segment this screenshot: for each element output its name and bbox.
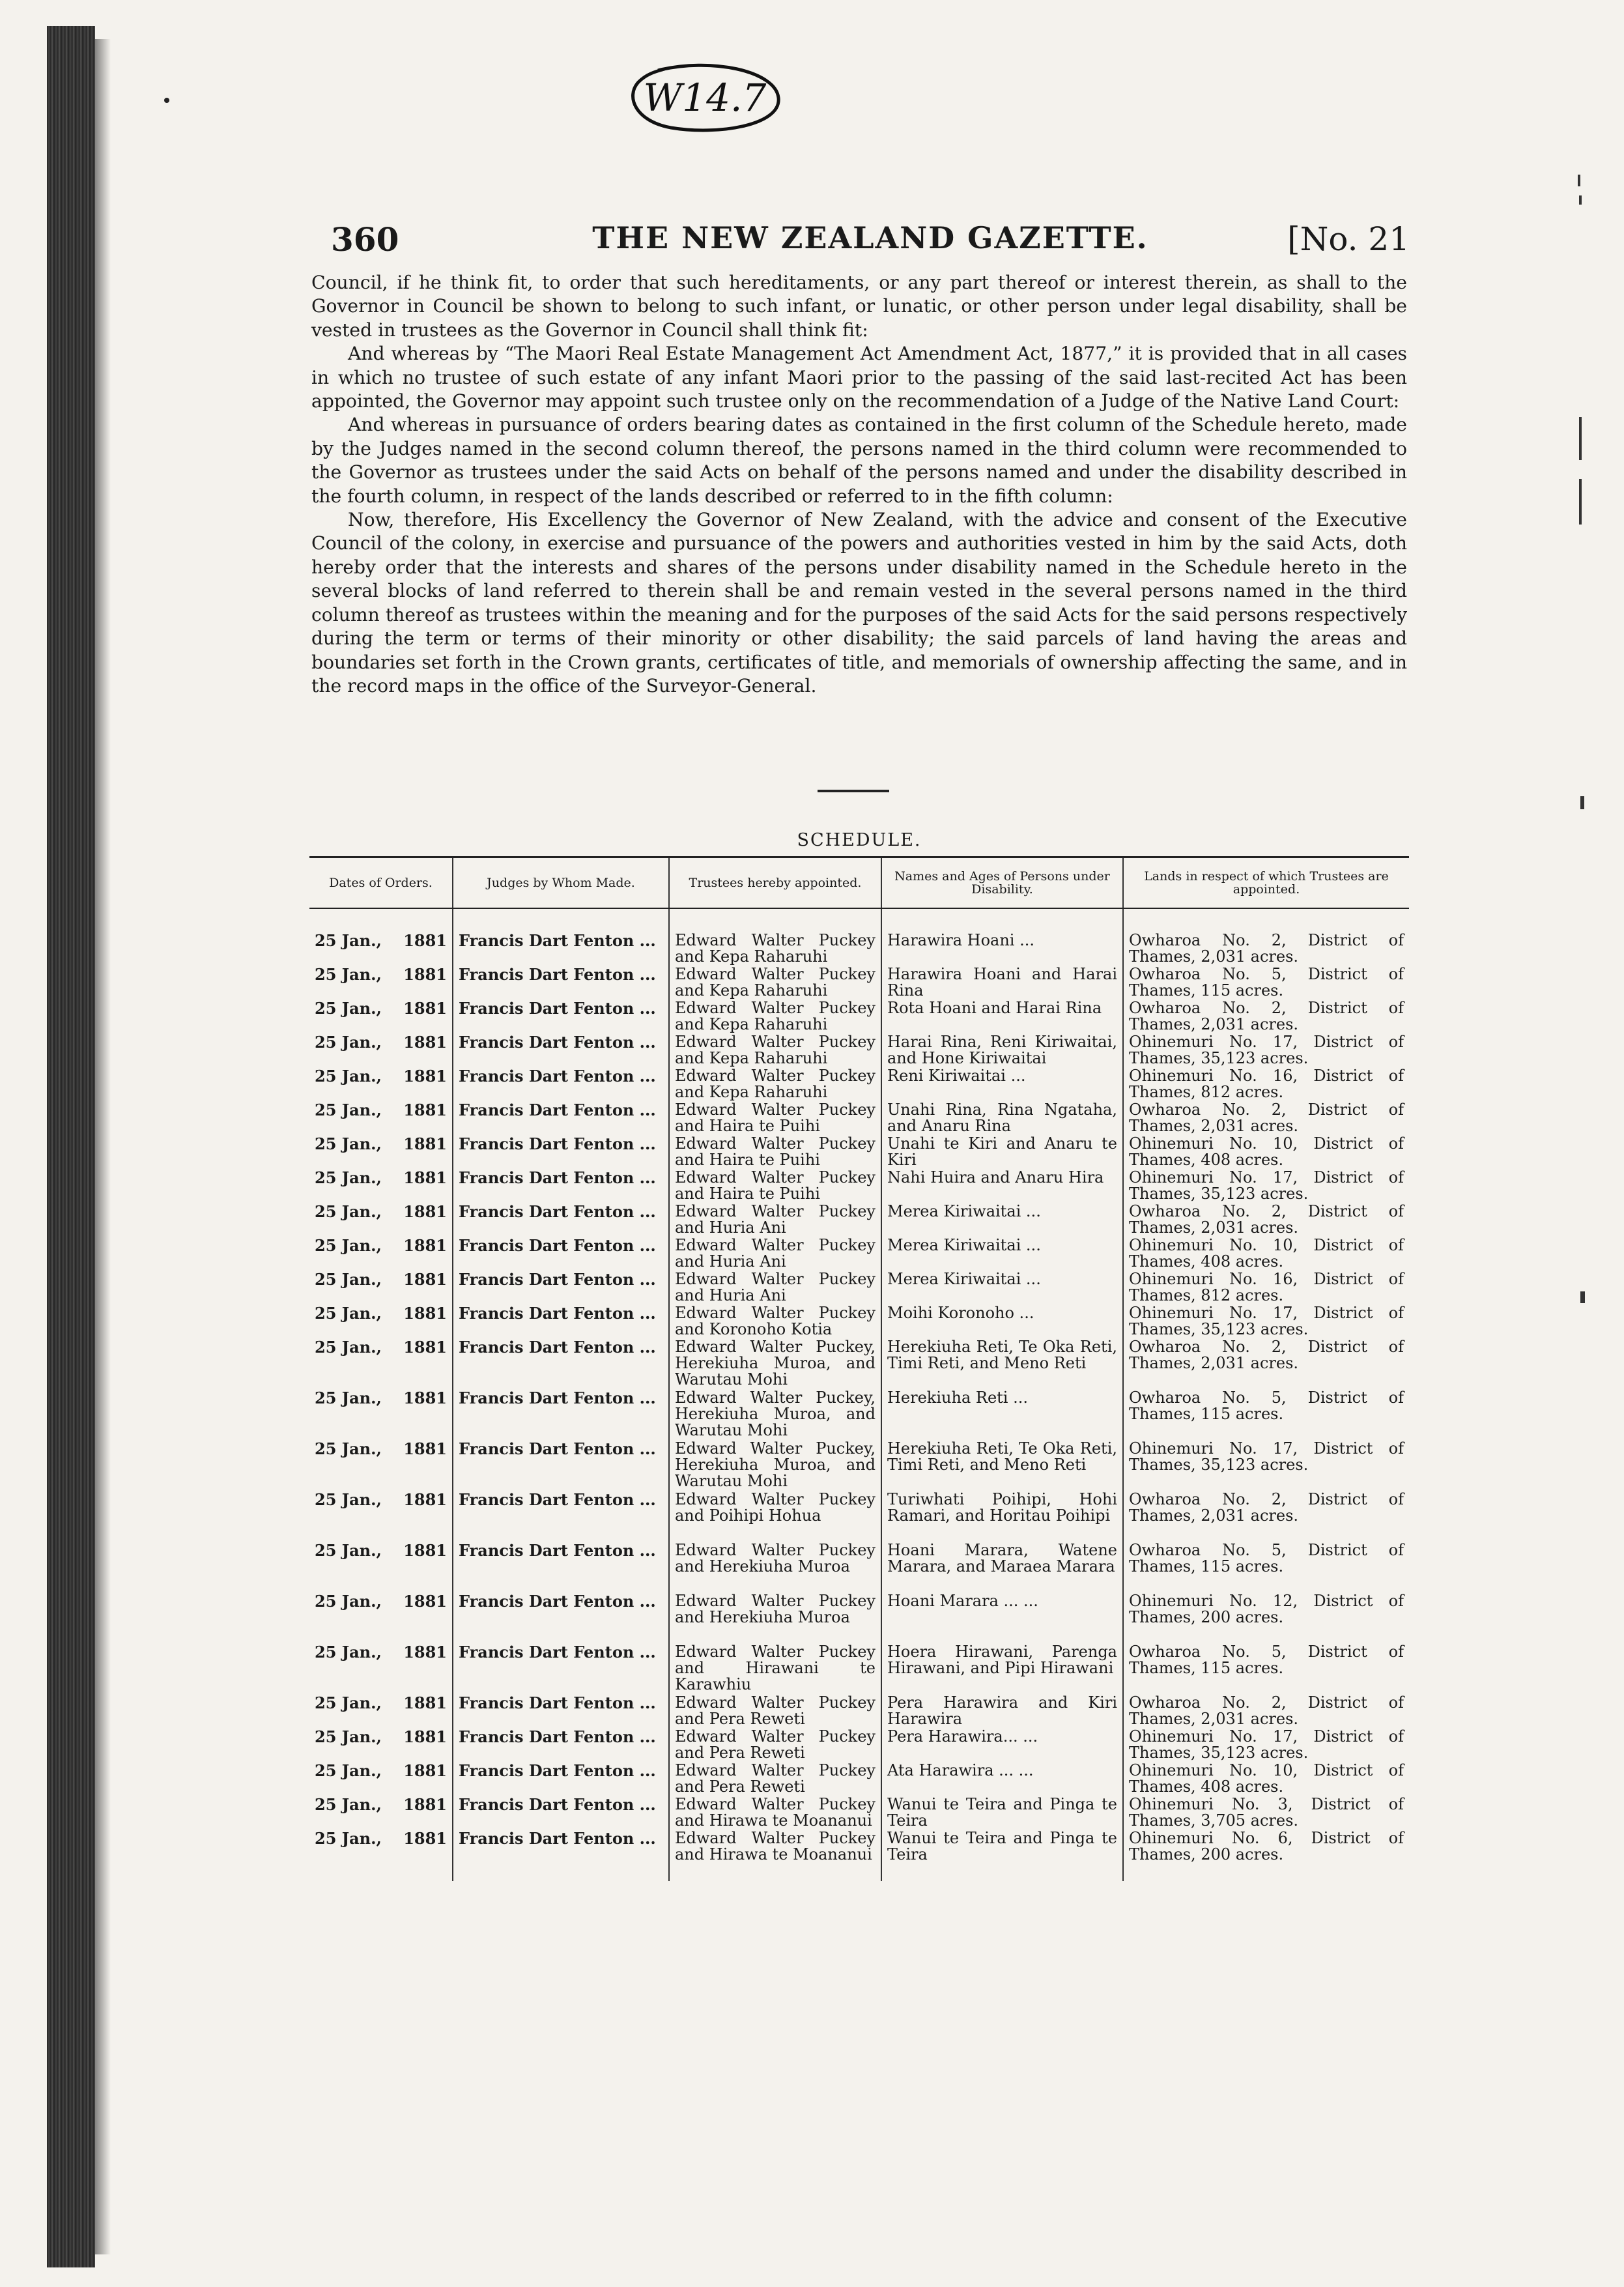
order-day: 25 Jan., [315,1727,382,1746]
lands-cell: Owharoa No. 2, District of Thames, 2,031 acres. [1123,1491,1409,1542]
trustees-cell: Edward Walter Puckey and Hirawa te Moananui [669,1796,881,1830]
trustees-cell: Edward Walter Puckey and Huria Ani [669,1237,881,1271]
page-header [331,220,1410,266]
lands-cell: Owharoa No. 2, District of Thames, 2,031 acres. [1123,908,1409,966]
order-year: 1881 [403,1795,447,1814]
scan-binding-edge [47,26,95,2267]
judge-cell: Francis Dart Fenton ... [453,1068,669,1102]
judge-cell: Francis Dart Fenton ... [453,1644,669,1695]
order-year: 1881 [403,1490,447,1509]
date-cell [309,966,453,1000]
date-cell [309,1102,453,1136]
scan-edge-mark [1580,1291,1585,1303]
lands-cell: Owharoa No. 2, District of Thames, 2,031 acres. [1123,1102,1409,1136]
schedule-row [309,1729,1409,1762]
order-day: 25 Jan., [315,999,382,1018]
persons-cell: Harawira Hoani ... [881,908,1123,966]
judge-cell: Francis Dart Fenton ... [453,1762,669,1796]
order-text [311,271,1407,698]
date-cell [309,1762,453,1796]
order-day: 25 Jan., [315,1202,382,1221]
schedule-row [309,908,1409,966]
judge-cell: Francis Dart Fenton ... [453,1102,669,1136]
trustees-cell: Edward Walter Puckey and Kepa Raharuhi [669,1068,881,1102]
persons-cell: Merea Kiriwaitai ... [881,1203,1123,1237]
order-year: 1881 [403,1236,447,1255]
judge-cell: Francis Dart Fenton ... [453,1830,669,1881]
scan-edge-mark [1580,796,1584,809]
lands-cell: Ohinemuri No. 3, District of Thames, 3,705 acres. [1123,1796,1409,1830]
order-year: 1881 [403,1168,447,1187]
lands-cell: Ohinemuri No. 10, District of Thames, 408 acres. [1123,1136,1409,1170]
judge-cell: Francis Dart Fenton ... [453,1136,669,1170]
date-cell [309,1170,453,1203]
handwritten-note [619,57,791,139]
trustees-cell: Edward Walter Puckey and Poihipi Hohua [669,1491,881,1542]
persons-cell: Unahi te Kiri and Anaru te Kiri [881,1136,1123,1170]
order-day: 25 Jan., [315,1541,382,1560]
trustees-cell: Edward Walter Puckey and Pera Reweti [669,1729,881,1762]
judge-cell: Francis Dart Fenton ... [453,966,669,1000]
date-cell [309,908,453,966]
scan-edge-mark [1579,417,1582,460]
order-year: 1881 [403,1439,447,1458]
persons-cell: Herekiuha Reti ... [881,1390,1123,1441]
judge-cell: Francis Dart Fenton ... [453,908,669,966]
order-day: 25 Jan., [315,1067,382,1086]
persons-cell: Reni Kiriwaitai ... [881,1068,1123,1102]
persons-cell: Hoani Marara, Watene Marara, and Maraea Marara [881,1542,1123,1593]
trustees-cell: Edward Walter Puckey and Herekiuha Muroa [669,1593,881,1644]
persons-cell: Hoani Marara ... ... [881,1593,1123,1644]
lands-cell: Ohinemuri No. 17, District of Thames, 35,123 acres. [1123,1441,1409,1491]
paragraph: Council, if he think fit, to order that such hereditaments, or any part thereof or interest therein, as shall to the Governor in Council be shown to belong to such infant, or lunatic, or other person under legal disability, shall be vested in trustees as the Governor in Council shall think fit: [311,272,1407,341]
schedule-row [309,1542,1409,1593]
order-year: 1881 [403,999,447,1018]
order-day: 25 Jan., [315,1033,382,1052]
order-year: 1881 [403,1727,447,1746]
trustees-cell: Edward Walter Puckey and Huria Ani [669,1203,881,1237]
date-cell [309,1305,453,1339]
order-day: 25 Jan., [315,1304,382,1323]
paragraph: And whereas by “The Maori Real Estate Management Act Amendment Act, 1877,” it is provided that in all cases in which no trustee of such estate of any infant Maori prior to the passing of the said last-recited Act has been appointed, the Governor may appoint such trustee only on the recommendation of a Judge of the Native Land Court: [311,343,1407,412]
schedule-row [309,1102,1409,1136]
order-day: 25 Jan., [315,1592,382,1611]
persons-cell: Wanui te Teira and Pinga te Teira [881,1830,1123,1881]
judge-cell: Francis Dart Fenton ... [453,1271,669,1305]
scan-speck [164,98,169,103]
order-day: 25 Jan., [315,1388,382,1407]
judge-cell: Francis Dart Fenton ... [453,1000,669,1034]
judge-cell: Francis Dart Fenton ... [453,1441,669,1491]
trustees-cell: Edward Walter Puckey and Kepa Raharuhi [669,908,881,966]
schedule-row [309,1034,1409,1068]
persons-cell: Rota Hoani and Harai Rina [881,1000,1123,1034]
lands-cell: Ohinemuri No. 12, District of Thames, 200 acres. [1123,1593,1409,1644]
date-cell [309,1271,453,1305]
date-cell [309,1695,453,1729]
persons-cell: Merea Kiriwaitai ... [881,1237,1123,1271]
date-cell [309,1542,453,1593]
column-header-lands: Lands in respect of which Trustees are appointed. [1123,857,1409,909]
lands-cell: Owharoa No. 2, District of Thames, 2,031 acres. [1123,1203,1409,1237]
lands-cell: Ohinemuri No. 6, District of Thames, 200 acres. [1123,1830,1409,1881]
paragraph: Now, therefore, His Excellency the Governor of New Zealand, with the advice and consent of the Executive Council of the colony, in exercise and pursuance of the powers and authorities vested in him by the said Acts, doth hereby order that the interests and shares of the persons under disability named in the Schedule hereto in the several blocks of land referred to therein shall be and remain vested in the several persons named in the third column thereof as trustees within the meaning and for the purposes of the said Acts for the said persons respectively during the term or terms of their minority or other disability; the said parcels of land having the areas and boundaries set forth in the Crown grants, certificates of title, and memorials of ownership affecting the same, and in the record maps in the office of the Surveyor-General. [311,509,1407,697]
schedule-row [309,1491,1409,1542]
trustees-cell: Edward Walter Puckey and Hirawa te Moananui [669,1830,881,1881]
schedule-title: SCHEDULE. [797,830,922,850]
schedule-row [309,1644,1409,1695]
persons-cell: Nahi Huira and Anaru Hira [881,1170,1123,1203]
order-year: 1881 [403,1304,447,1323]
schedule-row [309,1237,1409,1271]
column-header-persons: Names and Ages of Persons under Disability. [881,857,1123,909]
order-day: 25 Jan., [315,1829,382,1848]
order-year: 1881 [403,1693,447,1712]
order-day: 25 Jan., [315,965,382,984]
schedule-row [309,966,1409,1000]
gazette-title: THE NEW ZEALAND GAZETTE. [592,220,1148,255]
schedule-table [309,856,1409,1881]
order-year: 1881 [403,965,447,984]
order-day: 25 Jan., [315,1490,382,1509]
order-year: 1881 [403,1592,447,1611]
lands-cell: Owharoa No. 2, District of Thames, 2,031 acres. [1123,1000,1409,1034]
schedule-row [309,1203,1409,1237]
lands-cell: Ohinemuri No. 10, District of Thames, 408 acres. [1123,1237,1409,1271]
column-header-dates: Dates of Orders. [309,857,453,909]
trustees-cell: Edward Walter Puckey and Herekiuha Muroa [669,1542,881,1593]
judge-cell: Francis Dart Fenton ... [453,1305,669,1339]
order-year: 1881 [403,1067,447,1086]
order-year: 1881 [403,1338,447,1357]
lands-cell: Ohinemuri No. 16, District of Thames, 812 acres. [1123,1068,1409,1102]
judge-cell: Francis Dart Fenton ... [453,1796,669,1830]
trustees-cell: Edward Walter Puckey, Herekiuha Muroa, and Warutau Mohi [669,1339,881,1390]
schedule-row [309,1136,1409,1170]
order-year: 1881 [403,1270,447,1289]
persons-cell: Herekiuha Reti, Te Oka Reti, Timi Reti, and Meno Reti [881,1441,1123,1491]
paragraph: And whereas in pursuance of orders bearing dates as contained in the first column of the Schedule hereto, made by the Judges named in the second column thereof, the persons named in the third column were recommended to the Governor as trustees under the said Acts on behalf of the persons named and under the disability described in the fourth column, in respect of the lands described or referred to in the fifth column: [311,414,1407,507]
schedule-row [309,1441,1409,1491]
date-cell [309,1644,453,1695]
persons-cell: Pera Harawira and Kiri Harawira [881,1695,1123,1729]
column-header-judges: Judges by Whom Made. [453,857,669,909]
order-day: 25 Jan., [315,1236,382,1255]
date-cell [309,1237,453,1271]
schedule-body [309,908,1409,1881]
persons-cell: Pera Harawira... ... [881,1729,1123,1762]
schedule-row [309,1305,1409,1339]
lands-cell: Owharoa No. 5, District of Thames, 115 acres. [1123,966,1409,1000]
schedule-row [309,1339,1409,1390]
persons-cell: Herekiuha Reti, Te Oka Reti, Timi Reti, and Meno Reti [881,1339,1123,1390]
date-cell [309,1034,453,1068]
persons-cell: Ata Harawira ... ... [881,1762,1123,1796]
judge-cell: Francis Dart Fenton ... [453,1729,669,1762]
lands-cell: Owharoa No. 2, District of Thames, 2,031 acres. [1123,1695,1409,1729]
persons-cell: Moihi Koronoho ... [881,1305,1123,1339]
schedule-row [309,1762,1409,1796]
schedule-row [309,1593,1409,1644]
persons-cell: Harai Rina, Reni Kiriwaitai, and Hone Kiriwaitai [881,1034,1123,1068]
date-cell [309,1339,453,1390]
date-cell [309,1000,453,1034]
order-day: 25 Jan., [315,1795,382,1814]
lands-cell: Owharoa No. 5, District of Thames, 115 acres. [1123,1390,1409,1441]
judge-cell: Francis Dart Fenton ... [453,1170,669,1203]
trustees-cell: Edward Walter Puckey and Haira te Puihi [669,1170,881,1203]
schedule-row [309,1830,1409,1881]
order-day: 25 Jan., [315,1439,382,1458]
order-year: 1881 [403,1134,447,1153]
persons-cell: Hoera Hirawani, Parenga Hirawani, and Pipi Hirawani [881,1644,1123,1695]
trustees-cell: Edward Walter Puckey and Kepa Raharuhi [669,1034,881,1068]
handwritten-oval-icon [619,57,791,139]
lands-cell: Owharoa No. 2, District of Thames, 2,031 acres. [1123,1339,1409,1390]
order-day: 25 Jan., [315,1270,382,1289]
schedule-header-row [309,857,1409,909]
date-cell [309,1491,453,1542]
lands-cell: Ohinemuri No. 17, District of Thames, 35,123 acres. [1123,1305,1409,1339]
issue-number: [No. 21 [1287,220,1410,258]
order-year: 1881 [403,1100,447,1119]
order-year: 1881 [403,1541,447,1560]
trustees-cell: Edward Walter Puckey, Herekiuha Muroa, and Warutau Mohi [669,1441,881,1491]
trustees-cell: Edward Walter Puckey and Kepa Raharuhi [669,966,881,1000]
section-divider [818,790,889,792]
column-header-trustees: Trustees hereby appointed. [669,857,881,909]
judge-cell: Francis Dart Fenton ... [453,1695,669,1729]
trustees-cell: Edward Walter Puckey and Pera Reweti [669,1762,881,1796]
date-cell [309,1830,453,1881]
lands-cell: Owharoa No. 5, District of Thames, 115 acres. [1123,1644,1409,1695]
trustees-cell: Edward Walter Puckey and Pera Reweti [669,1695,881,1729]
judge-cell: Francis Dart Fenton ... [453,1203,669,1237]
date-cell [309,1136,453,1170]
judge-cell: Francis Dart Fenton ... [453,1390,669,1441]
schedule-row [309,1271,1409,1305]
order-year: 1881 [403,931,447,950]
date-cell [309,1593,453,1644]
date-cell [309,1390,453,1441]
lands-cell: Ohinemuri No. 16, District of Thames, 812 acres. [1123,1271,1409,1305]
order-day: 25 Jan., [315,1134,382,1153]
page-number: 360 [331,220,399,259]
schedule-row [309,1068,1409,1102]
trustees-cell: Edward Walter Puckey and Hirawani te Karawhiu [669,1644,881,1695]
trustees-cell: Edward Walter Puckey and Haira te Puihi [669,1102,881,1136]
order-day: 25 Jan., [315,931,382,950]
date-cell [309,1441,453,1491]
judge-cell: Francis Dart Fenton ... [453,1491,669,1542]
lands-cell: Ohinemuri No. 17, District of Thames, 35,123 acres. [1123,1034,1409,1068]
trustees-cell: Edward Walter Puckey and Koronoho Kotia [669,1305,881,1339]
order-year: 1881 [403,1202,447,1221]
persons-cell: Unahi Rina, Rina Ngataha, and Anaru Rina [881,1102,1123,1136]
schedule-row [309,1796,1409,1830]
date-cell [309,1796,453,1830]
scan-edge-mark [1579,479,1582,525]
judge-cell: Francis Dart Fenton ... [453,1237,669,1271]
trustees-cell: Edward Walter Puckey, Herekiuha Muroa, and Warutau Mohi [669,1390,881,1441]
schedule-row [309,1000,1409,1034]
lands-cell: Owharoa No. 5, District of Thames, 115 acres. [1123,1542,1409,1593]
persons-cell: Merea Kiriwaitai ... [881,1271,1123,1305]
judge-cell: Francis Dart Fenton ... [453,1339,669,1390]
order-year: 1881 [403,1829,447,1848]
persons-cell: Wanui te Teira and Pinga te Teira [881,1796,1123,1830]
trustees-cell: Edward Walter Puckey and Kepa Raharuhi [669,1000,881,1034]
order-year: 1881 [403,1643,447,1661]
judge-cell: Francis Dart Fenton ... [453,1542,669,1593]
handwritten-note-text: W14.7 [643,76,767,120]
order-year: 1881 [403,1761,447,1780]
order-day: 25 Jan., [315,1168,382,1187]
order-day: 25 Jan., [315,1338,382,1357]
order-day: 25 Jan., [315,1643,382,1661]
schedule-row [309,1390,1409,1441]
trustees-cell: Edward Walter Puckey and Huria Ani [669,1271,881,1305]
scan-edge-mark [1578,175,1580,186]
order-day: 25 Jan., [315,1693,382,1712]
judge-cell: Francis Dart Fenton ... [453,1593,669,1644]
date-cell [309,1729,453,1762]
persons-cell: Turiwhati Poihipi, Hohi Ramari, and Horitau Poihipi [881,1491,1123,1542]
scan-edge-mark [1579,195,1582,205]
judge-cell: Francis Dart Fenton ... [453,1034,669,1068]
schedule-row [309,1170,1409,1203]
scan-edge-shadow [95,39,111,2254]
lands-cell: Ohinemuri No. 10, District of Thames, 408 acres. [1123,1762,1409,1796]
date-cell [309,1068,453,1102]
order-day: 25 Jan., [315,1100,382,1119]
lands-cell: Ohinemuri No. 17, District of Thames, 35,123 acres. [1123,1729,1409,1762]
order-year: 1881 [403,1033,447,1052]
date-cell [309,1203,453,1237]
order-year: 1881 [403,1388,447,1407]
schedule-row [309,1695,1409,1729]
order-day: 25 Jan., [315,1761,382,1780]
trustees-cell: Edward Walter Puckey and Haira te Puihi [669,1136,881,1170]
lands-cell: Ohinemuri No. 17, District of Thames, 35,123 acres. [1123,1170,1409,1203]
persons-cell: Harawira Hoani and Harai Rina [881,966,1123,1000]
